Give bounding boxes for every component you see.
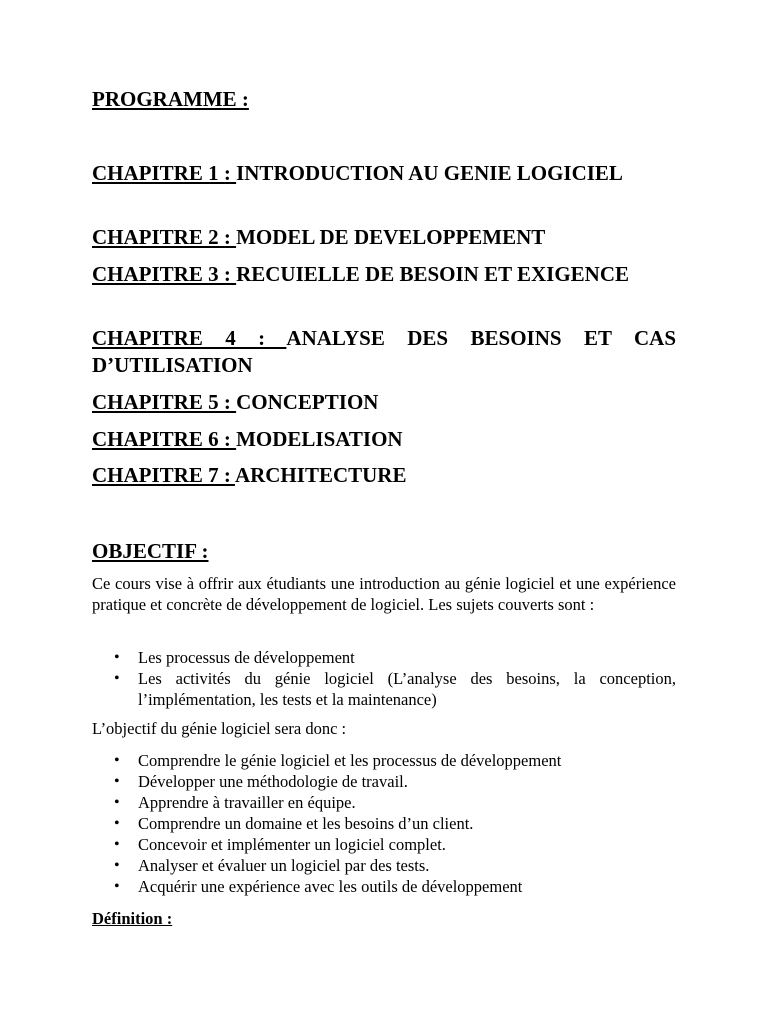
- chapter-7-label: CHAPITRE 7 :: [92, 463, 235, 487]
- programme-heading: PROGRAMME :: [92, 87, 249, 111]
- chapter-4: [92, 325, 676, 379]
- chapter-5-label: CHAPITRE 5 :: [92, 390, 237, 414]
- list-item: [92, 647, 676, 668]
- list-item: [92, 792, 676, 813]
- chapter-6-title: MODELISATION: [236, 427, 403, 451]
- topics-list: [92, 647, 676, 710]
- list-item-text: Comprendre le génie logiciel et les processus de développement: [138, 751, 562, 770]
- list-item: [92, 834, 676, 855]
- list-item-text: Développer une méthodologie de travail.: [138, 772, 408, 791]
- objective-lead: L’objectif du génie logiciel sera donc :: [92, 719, 347, 738]
- chapter-2-title: MODEL DE DEVELOPPEMENT: [236, 225, 546, 249]
- list-item-text: Les activités du génie logiciel (L’analyse des besoins, la conception, l’implémentation, les tests et la maintenance): [138, 669, 676, 709]
- chapter-6-label: CHAPITRE 6 :: [92, 427, 237, 451]
- chapter-1-label: CHAPITRE 1 :: [92, 161, 237, 185]
- objectives-list: [92, 750, 676, 897]
- intro-paragraph: Ce cours vise à offrir aux étudiants une introduction au génie logiciel et une expérience pratique et concrète de développement de logiciel. Les sujets couverts sont :: [92, 574, 676, 614]
- bullet-icon: •: [114, 649, 120, 666]
- bullet-icon: •: [114, 773, 120, 790]
- objectif-heading: OBJECTIF :: [92, 539, 209, 563]
- list-item: [92, 668, 676, 710]
- chapter-1: [92, 160, 676, 187]
- chapter-3-title: RECUIELLE DE BESOIN ET EXIGENCE: [236, 262, 629, 286]
- chapter-4-label: CHAPITRE 4 :: [92, 326, 287, 350]
- list-item-text: Acquérir une expérience avec les outils de développement: [138, 877, 523, 896]
- list-item: [92, 813, 676, 834]
- bullet-icon: •: [114, 752, 120, 769]
- list-item: [92, 855, 676, 876]
- bullet-icon: •: [114, 836, 120, 853]
- chapter-2-label: CHAPITRE 2 :: [92, 225, 237, 249]
- chapter-6: [92, 426, 676, 453]
- chapter-7-title: ARCHITECTURE: [234, 463, 407, 487]
- chapter-5: [92, 389, 676, 416]
- list-item-text: Comprendre un domaine et les besoins d’un client.: [138, 814, 474, 833]
- list-item-text: Concevoir et implémenter un logiciel complet.: [138, 835, 446, 854]
- chapter-7: [92, 462, 676, 489]
- chapter-3-label: CHAPITRE 3 :: [92, 262, 237, 286]
- bullet-icon: •: [114, 857, 120, 874]
- list-item-text: Les processus de développement: [138, 648, 355, 667]
- list-item-text: Apprendre à travailler en équipe.: [138, 793, 356, 812]
- bullet-icon: •: [114, 670, 120, 687]
- chapter-3: [92, 261, 676, 288]
- list-item: [92, 750, 676, 771]
- bullet-icon: •: [114, 878, 120, 895]
- definition-heading: Définition :: [92, 909, 173, 928]
- chapter-4-title: ANALYSE DES BESOINS ET CAS D’UTILISATION: [92, 326, 676, 377]
- chapter-5-title: CONCEPTION: [236, 390, 379, 414]
- chapter-1-title: INTRODUCTION AU GENIE LOGICIEL: [236, 161, 623, 185]
- list-item: [92, 771, 676, 792]
- list-item: [92, 876, 676, 897]
- list-item-text: Analyser et évaluer un logiciel par des tests.: [138, 856, 430, 875]
- chapter-2: [92, 224, 676, 251]
- bullet-icon: •: [114, 794, 120, 811]
- bullet-icon: •: [114, 815, 120, 832]
